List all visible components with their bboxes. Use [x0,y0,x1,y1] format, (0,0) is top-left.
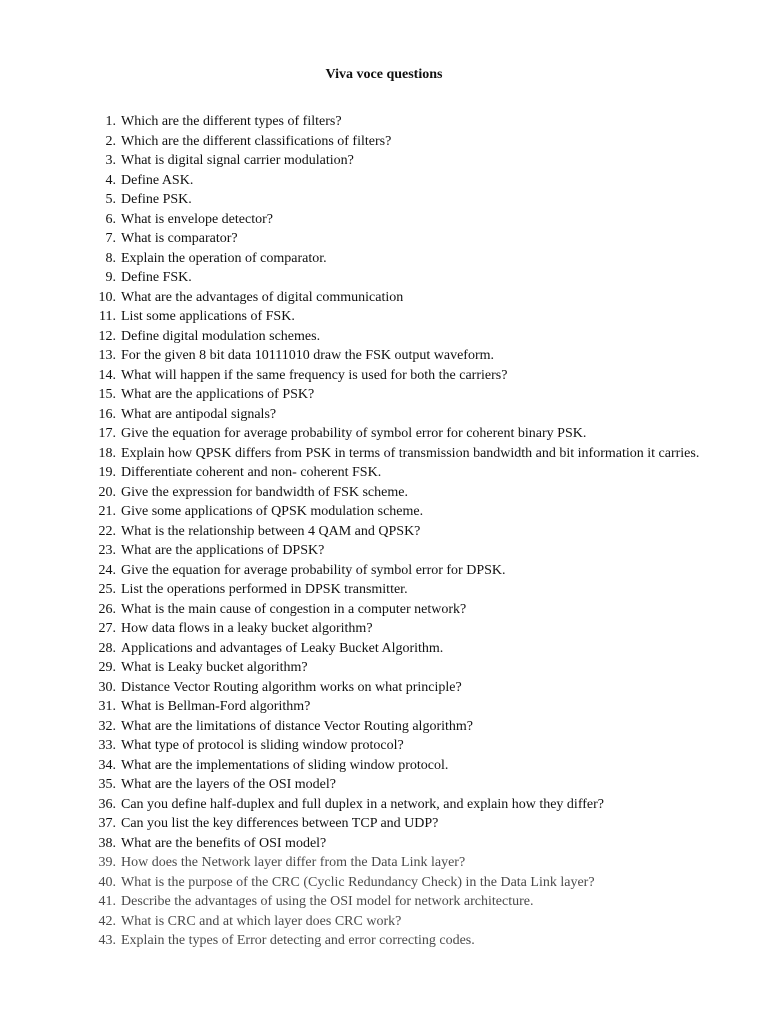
question-item [0,795,768,815]
question-text: How does the Network layer differ from the Data Link layer? [121,855,466,870]
question-number: 39. [98,855,116,870]
question-item [0,756,768,776]
question-item [0,190,768,210]
question-text: What are the advantages of digital communication [121,289,404,305]
question-number: 17. [98,426,116,441]
question-item [0,561,768,581]
question-item [0,697,768,717]
question-item [0,678,768,698]
question-number: 14. [98,367,116,383]
question-item [0,502,768,522]
question-number: 31. [98,699,116,714]
question-item [0,775,768,795]
question-list [0,112,768,951]
question-text: What is envelope detector? [121,211,273,227]
question-text: What is the purpose of the CRC (Cyclic Redundancy Check) in the Data Link layer? [121,874,595,890]
question-item [0,327,768,347]
question-item [0,600,768,620]
question-text: Define ASK. [121,172,194,188]
question-item [0,288,768,308]
question-text: What will happen if the same frequency is used for both the carriers? [121,367,508,383]
question-item [0,580,768,600]
question-number: 4. [105,172,116,188]
question-item [0,892,768,912]
question-text: For the given 8 bit data 10111010 draw the FSK output waveform. [121,348,495,363]
question-number: 19. [98,465,116,480]
question-number: 38. [98,835,116,851]
question-text: What type of protocol is sliding window protocol? [121,738,404,753]
question-text: What are antipodal signals? [121,406,277,422]
question-item [0,424,768,444]
question-item [0,307,768,327]
question-text: What is comparator? [121,231,238,246]
question-item [0,210,768,230]
question-text: Which are the different classifications of filters? [121,133,392,149]
question-item [0,483,768,503]
question-item [0,619,768,639]
question-text: What are the layers of the OSI model? [121,777,336,792]
question-number: 16. [98,406,116,422]
question-number: 35. [98,777,116,792]
question-item [0,834,768,854]
question-number: 7. [105,231,116,246]
question-item [0,463,768,483]
question-item [0,132,768,152]
question-text: What is Bellman-Ford algorithm? [121,699,311,714]
question-text: What are the limitations of distance Vector Routing algorithm? [121,718,473,734]
question-text: Define digital modulation schemes. [121,328,321,344]
question-number: 9. [105,270,116,285]
question-number: 15. [98,387,116,402]
question-number: 13. [98,348,116,363]
question-item [0,853,768,873]
question-item [0,931,768,951]
question-text: Define FSK. [121,270,192,285]
question-item [0,112,768,132]
question-text: What are the implementations of sliding window protocol. [121,757,449,773]
question-number: 25. [98,582,116,597]
question-number: 43. [98,933,116,948]
question-number: 8. [105,250,116,266]
question-number: 32. [98,718,116,734]
question-number: 6. [105,211,116,227]
question-item [0,639,768,659]
question-text: Can you list the key differences between TCP and UDP? [121,816,439,831]
question-text: List some applications of FSK. [121,309,295,324]
question-text: Differentiate coherent and non- coherent FSK. [121,465,382,480]
question-text: Distance Vector Routing algorithm works on what principle? [121,679,462,695]
question-text: Explain the operation of comparator. [121,250,327,266]
question-number: 23. [98,543,116,558]
question-text: Applications and advantages of Leaky Bucket Algorithm. [121,640,444,656]
question-number: 24. [98,562,116,578]
question-number: 36. [98,796,116,812]
question-number: 21. [98,504,116,519]
question-item [0,717,768,737]
question-item [0,249,768,269]
question-number: 10. [98,289,116,305]
question-item [0,405,768,425]
page-title: Viva voce questions [325,67,443,82]
question-number: 1. [105,114,116,129]
question-number: 37. [98,816,116,831]
question-number: 26. [98,601,116,617]
question-number: 40. [98,874,116,890]
question-item [0,658,768,678]
question-text: What are the applications of PSK? [121,387,315,402]
question-item [0,814,768,834]
question-number: 18. [98,445,116,461]
question-number: 33. [98,738,116,753]
question-text: What are the applications of DPSK? [121,543,325,558]
question-item [0,151,768,171]
question-text: Give the equation for average probability of symbol error for DPSK. [121,562,506,578]
question-item [0,229,768,249]
question-text: Explain the types of Error detecting and error correcting codes. [121,933,475,948]
question-text: What is CRC and at which layer does CRC work? [121,913,402,929]
question-number: 27. [98,621,116,636]
question-text: Give the equation for average probability of symbol error for coherent binary PSK. [121,426,587,441]
question-text: What is the relationship between 4 QAM and QPSK? [121,523,421,539]
question-number: 12. [98,328,116,344]
question-text: Can you define half-duplex and full duplex in a network, and explain how they differ? [121,796,604,812]
question-item [0,912,768,932]
question-text: How data flows in a leaky bucket algorithm? [121,621,373,636]
question-text: What is digital signal carrier modulation? [121,153,354,168]
question-number: 29. [98,660,116,675]
question-text: Which are the different types of filters? [121,114,342,129]
question-text: List the operations performed in DPSK transmitter. [121,582,408,597]
question-item [0,346,768,366]
question-item [0,541,768,561]
question-number: 3. [105,153,116,168]
question-item [0,444,768,464]
question-item [0,171,768,191]
question-number: 28. [98,640,116,656]
question-number: 2. [105,133,116,149]
question-number: 34. [98,757,116,773]
question-text: What is Leaky bucket algorithm? [121,660,308,675]
question-number: 20. [98,484,116,500]
question-text: Explain how QPSK differs from PSK in terms of transmission bandwidth and bit information it carries. [121,445,700,461]
question-text: Give the expression for bandwidth of FSK scheme. [121,484,408,500]
question-text: What is the main cause of congestion in a computer network? [121,601,467,617]
question-text: Define PSK. [121,192,192,207]
question-number: 22. [98,523,116,539]
question-text: Give some applications of QPSK modulation scheme. [121,504,424,519]
question-number: 5. [105,192,116,207]
question-item [0,736,768,756]
question-item [0,873,768,893]
question-number: 41. [98,894,116,909]
question-item [0,268,768,288]
question-text: What are the benefits of OSI model? [121,835,327,851]
question-item [0,385,768,405]
question-number: 11. [99,309,116,324]
question-item [0,522,768,542]
question-text: Describe the advantages of using the OSI model for network architecture. [121,894,534,909]
question-item [0,366,768,386]
question-number: 42. [98,913,116,929]
question-number: 30. [98,679,116,695]
